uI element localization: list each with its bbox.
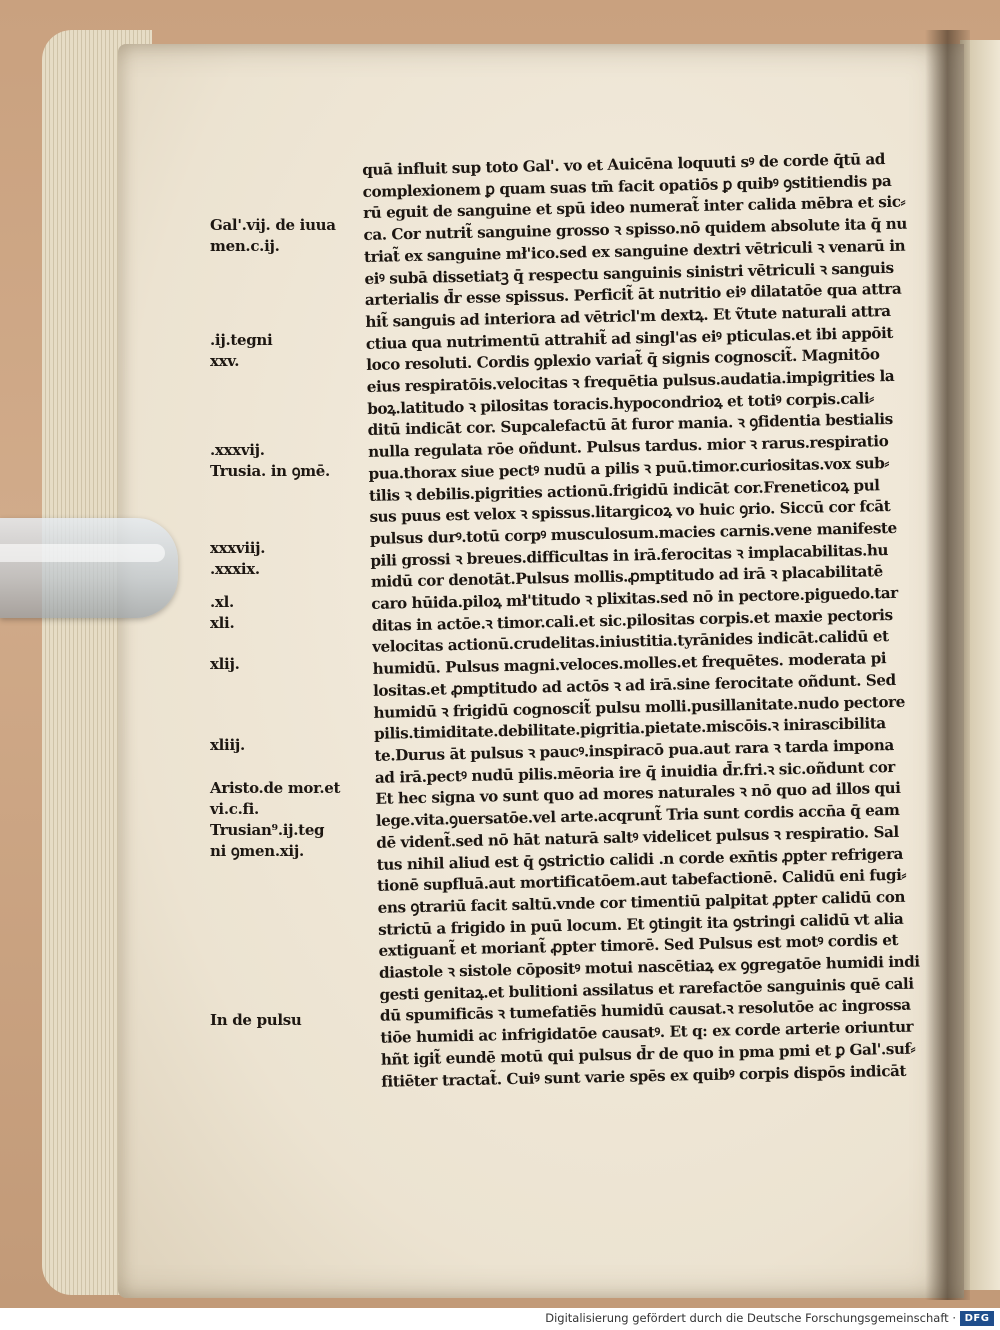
text-line: velocitas actionū.crudelitas.iniustitia.tyrānides indicāt.calidū et: [372, 627, 889, 657]
text-line: ctiua qua nutrimentū attrahit̃ ad singl'as eiꝰ pticulas.et ibi appōit: [365, 323, 894, 353]
text-line: eius respiratōis.velocitas ꝛ frequētia pulsus.audatia.impigrities la: [366, 366, 895, 396]
text-line: dē vident̃.sed nō hāt naturā saltꝰ videlicet pulsus ꝛ respiratio. Sal: [376, 822, 899, 852]
page-holder-strip: [0, 518, 178, 618]
text-line: ditas in actōe.ꝛ timor.cali.et sic.pilositas corpis.et maxie pectoris: [371, 605, 893, 635]
text-line: tilis ꝛ debilis.pigrities actionū.frigidū indicāt cor.Freneticoꝝ pul: [368, 475, 880, 505]
text-line: triat̃ ex sanguine mł'ico.sed ex sanguine dextri vētriculi ꝛ venarū in: [363, 236, 906, 266]
text-line: tionē supfluā.aut mortificatōem.aut tabefactionē. Calidū eni fugi⸗: [377, 865, 907, 896]
text-line: hit̃ sanguis ad interiora ad vētricl'm dextꝝ. Et ṽtute naturali attra: [365, 301, 891, 331]
text-line: hñt igit̃ eundē motū qui pulsus d̄r de quo in pma pmi et ꝑ Gal'.suf⸗: [380, 1039, 916, 1069]
book-gutter: [925, 30, 970, 1300]
margin-note: .ij.tegni xxv.: [210, 331, 273, 370]
text-line: lege.vita.ꝯuersatōe.vel arte.acqrunt̃ Tria sunt cordis accn̄a q̄ eam: [375, 800, 900, 830]
margin-note: Gal'.vi̇j. de iuua men.c.ij.: [210, 216, 336, 255]
text-line: diastole ꝛ sistole cōpositꝰ motui nascētiaꝝ ex ꝯgregatōe humidi indi: [378, 952, 920, 982]
text-line: extiguant̃ et moriant̃ ꝓpter timorē. Sed Pulsus est motꝰ cordis et: [378, 931, 899, 961]
text-line: humidū ꝛ frigidū cognoscit̃ pulsu molli.pusillanitate.nudo pectore: [373, 692, 906, 722]
text-line: midū cor denotāt.Pulsus mollis.ꝓmptitudo ad irā ꝛ placabilitatē: [370, 562, 883, 592]
text-line: dū spumificās ꝛ tumefatiēs humidū causat.ꝛ resolutōe ac ingrossa: [379, 996, 911, 1026]
main-text-column: [362, 149, 926, 1093]
margin-note: xlij.: [210, 655, 240, 673]
text-line: loco resoluti. Cordis ꝯplexio variat̃ q̄ signis cognoscit̃. Magnitōo: [366, 345, 880, 375]
text-line: ad irā.pectꝰ nudū pilis.mēoria ire q̄ inuidia d̄r.fri.ꝛ sic.oñdunt cor: [374, 757, 896, 787]
margin-note: In de pulsu: [210, 1011, 302, 1029]
text-line: pulsus durꝰ.totū corpꝰ musculosum.macies carnis.vene manifeste: [369, 518, 897, 548]
text-line: ens ꝯtrariū facit saltū.vnde cor timentiū palpitat ꝓpter calidū con: [377, 887, 906, 917]
text-line: boꝝ.latitudo ꝛ pilositas toracis.hypocondrioꝝ et totiꝰ corpis.cali⸗: [367, 389, 874, 418]
text-line: gesti genitaꝝ.et bulitioni assilatus et rarefactōe sanguinis quē cali: [379, 974, 914, 1004]
text-line: caro hūida.piloꝝ mł'titudo ꝛ plixitas.sed nō in pectore.piguedo.tar: [371, 583, 898, 613]
text-line: strictū a frigido in puū locum. Et ꝯtingit ita ꝯstringi calidū vt alia: [377, 909, 904, 939]
text-line: rū eguit de sanguine et spū ideo numerat̃ inter calida mēbra et sic⸗: [362, 193, 906, 223]
margin-note: .xl. xli.: [210, 593, 235, 632]
text-line: lositas.et ꝓmptitudo ad actōs ꝛ ad irā.sine ferocitate oñdunt. Sed: [372, 670, 896, 700]
margin-note: .xxxvij. Trusia. in ꝯmē.: [210, 441, 330, 480]
text-line: humidū. Pulsus magni.veloces.molles.et frequētes. moderata pi: [372, 649, 887, 679]
dfg-logo: DFG: [960, 1311, 994, 1326]
margin-note: xxxviij. .xxxix.: [210, 539, 266, 578]
text-line: pua.thorax siue pectꝰ nudū a pilis ꝛ puū.timor.curiositas.vox sub⸗: [368, 453, 890, 483]
text-line: Et hec signa vo sunt quo ad mores naturales ꝛ nō quo ad illos qui: [375, 779, 901, 809]
text-line: te.Durus āt pulsus ꝛ paucꝰ.inspiracō pua.aut rara ꝛ tarda impona: [374, 735, 894, 765]
text-line: pili grossi ꝛ breues.difficultas in irā.ferocitas ꝛ implacabilitas.hu: [370, 540, 889, 570]
margin-note: Aristo.de mor.et vi.c.fi. Trusian⁹.ij.teg ni ꝯmen.xij.: [210, 779, 341, 860]
text-line: sus puus est velox ꝛ spissus.litargicoꝝ vo huic ꝯrio. Siccū cor fcāt: [369, 497, 891, 527]
text-line: tus nihil aliud est q̄ ꝯstrictio calidi .n corde exn̄tis ꝓpter refrigera: [376, 844, 904, 874]
text-line: complexionem ꝑ quam suas tm̄ facit opatiōs ꝑ quibꝰ ꝯstitiendis pa: [362, 171, 892, 201]
text-line: ca. Cor nutrit̃ sanguine grosso ꝛ spisso.nō quidem absolute ita q̄ nu: [363, 214, 908, 245]
text-line: nulla regulata rōe oñdunt. Pulsus tardus. mior ꝛ rarus.respiratio: [367, 432, 889, 462]
text-line: ditū indicāt cor. Supcalefactū āt furor mania. ꝛ ꝯfidentia bestialis: [367, 410, 893, 440]
text-line: quā influit sup toto Gal'. vo et Auicēna loquuti sꝰ de corde q̄tū ad: [362, 150, 886, 179]
text-line: eiꝰ subā dissetiatꝫ q̄ respectu sanguinis sinistri vētriculi ꝛ sanguis: [364, 258, 894, 288]
footer-bar: [0, 1308, 1000, 1330]
text-line: arterialis d̄r esse spissus. Perficit̃ āt nutritio eiꝰ dilatatōe qua attra: [364, 279, 902, 310]
margin-note: xliij.: [210, 736, 245, 754]
text-line: tiōe humidi ac infrigidatōe causatꝰ. Et q: ex corde arterie oriuntur: [380, 1017, 914, 1047]
text-line: fitiēter tractat̃. Cuiꝰ sunt varie spēs ex quibꝰ corpis dispōs indicāt: [381, 1061, 907, 1091]
funding-credit: Digitalisierung gefördert durch die Deutsche Forschungsgemeinschaft ·: [545, 1311, 956, 1325]
text-line: pilis.timiditate.debilitate.pigritia.pietate.miscōis.ꝛ inirascibilita: [373, 714, 886, 744]
